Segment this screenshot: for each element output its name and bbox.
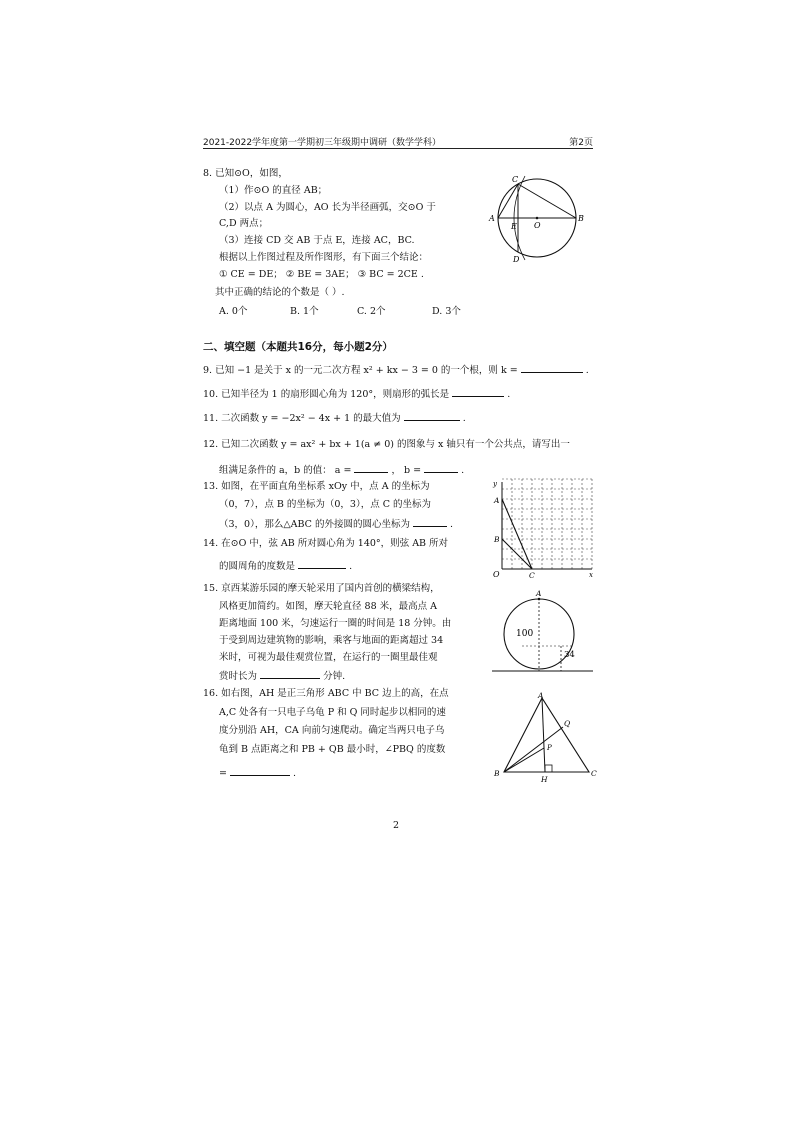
q14-answer-blank[interactable] — [298, 558, 346, 569]
q16-line-5 — [219, 765, 296, 780]
q16-answer-blank[interactable] — [230, 765, 290, 776]
q8-label-a: A — [489, 214, 495, 223]
section-2-title: 二、填空题（本题共16分，每小题2分） — [203, 341, 393, 353]
header-title: 2021-2022学年度第一学期初三年级期中调研（数学学科） — [203, 138, 442, 148]
q8-segment-ac — [498, 184, 518, 218]
q16-line-1: 16. 如右图，AH 是正三角形 ABC 中 BC 边上的高，在点 — [203, 688, 449, 699]
q16-text: = — [219, 768, 227, 779]
q13-grid-figure — [490, 478, 595, 580]
q15-answer-blank[interactable] — [260, 668, 320, 679]
q8-line-2: （1）作⊙O 的直径 AB； — [219, 185, 328, 196]
q8-label-d: D — [513, 255, 520, 264]
q10-answer-blank[interactable] — [452, 386, 504, 397]
q16-label-p: P — [547, 744, 552, 752]
q9 — [203, 362, 589, 377]
q15-line-6 — [219, 668, 345, 683]
q13-label-y: y — [493, 480, 497, 488]
q13-label-c: C — [529, 571, 535, 580]
q8-label-o: O — [534, 221, 541, 230]
q8-label-c: C — [512, 175, 519, 184]
q8-line-6: 根据以上作图过程及所作图形，有下面三个结论： — [219, 252, 429, 263]
q8-circle-figure — [485, 170, 585, 265]
q13-end: . — [450, 519, 454, 530]
q16-label-a: A — [538, 691, 544, 700]
q16-line-4: 龟到 B 点距离之和 PB + QB 最小时，∠PBQ 的度数 — [219, 744, 446, 755]
q12-b-blank[interactable] — [424, 462, 458, 473]
q8-label-b: B — [578, 214, 584, 223]
q16-triangle-figure — [490, 690, 598, 784]
q8-line-3: （2）以点 A 为圆心，AO 长为半径画弧，交⊙O 于 — [219, 202, 436, 213]
q8-line-7: ① CE = DE； ② BE = 3AE； ③ BC = 2CE . — [219, 269, 424, 280]
q8-segment-bc — [518, 184, 576, 218]
q8-option-b: B. 1个 — [290, 306, 319, 317]
q16-line-3: 度分别沿 AH，CA 向前匀速爬动。确定当两只电子乌 — [219, 725, 445, 736]
q14-line-2 — [219, 558, 352, 573]
page-header — [203, 135, 593, 149]
q13-line-1: 13. 如图，在平面直角坐标系 xOy 中，点 A 的坐标为 — [203, 481, 430, 492]
q13-label-x: x — [589, 571, 593, 579]
q15-line-5: 米时，可视为最佳观赏位置，在运行的一圈里最佳观 — [219, 652, 438, 663]
q16-label-q: Q — [564, 719, 571, 728]
q16-segment-bq — [504, 727, 563, 772]
q9-text: 9. 已知 −1 是关于 x 的一元二次方程 x² + kx − 3 = 0 的一个根，则 k = — [203, 365, 518, 376]
q13-text: （3，0），那么△ABC 的外接圆的圆心坐标为 — [219, 519, 410, 530]
q15-label-100: 100 — [516, 629, 534, 639]
q8-line-5: （3）连接 CD 交 AB 于点 E，连接 AC，BC. — [219, 235, 415, 246]
q12-end: . — [461, 465, 465, 476]
q8-line-4: C,D 两点； — [219, 218, 269, 229]
header-rule — [203, 148, 593, 149]
q13-label-o: O — [493, 570, 500, 579]
q15-ferris-wheel-figure — [492, 590, 594, 675]
q8-label-e: E — [511, 222, 517, 231]
q8-line-1: 8. 已知⊙O，如图， — [203, 168, 288, 179]
q12-line-1: 12. 已知二次函数 y = ax² + bx + 1(a ≠ 0) 的图象与 x 轴只有一个公共点，请写出一 — [203, 439, 570, 450]
header-page-label: 第2页 — [569, 138, 593, 148]
q16-label-h: H — [541, 775, 548, 784]
q15-line-1: 15. 京西某游乐园的摩天轮采用了国内首创的横梁结构， — [203, 583, 440, 594]
q14-line-1: 14. 在⊙O 中，弦 AB 所对圆心角为 140°，则弦 AB 所对 — [203, 538, 449, 549]
q15-line-4: 于受到周边建筑物的影响，乘客与地面的距离超过 34 — [219, 635, 444, 646]
q15-label-34: 34 — [564, 650, 575, 660]
q13-triangle-abc — [502, 499, 532, 569]
q9-answer-blank[interactable] — [521, 362, 583, 373]
q13-label-a: A — [494, 496, 500, 505]
q15-text: 赏时长为 — [219, 671, 258, 682]
q15-label-a: A — [536, 590, 542, 598]
q11-text: 11. 二次函数 y = −2x² − 4x + 1 的最大值为 — [203, 413, 401, 424]
q8-option-d: D. 3个 — [432, 306, 461, 317]
q12-a-blank[interactable] — [354, 462, 388, 473]
q11-answer-blank[interactable] — [404, 410, 460, 421]
q16-line-2: A,C 处各有一只电子乌龟 P 和 Q 同时起步以相同的速 — [219, 707, 446, 718]
q12-line-2 — [219, 462, 464, 477]
q14-end: . — [349, 561, 353, 572]
q8-option-a: A. 0个 — [219, 306, 248, 317]
q8-center-dot — [536, 217, 539, 220]
page-number: 2 — [393, 820, 400, 831]
q16-label-b: B — [494, 769, 500, 778]
q16-right-angle-mark — [545, 765, 552, 772]
q11 — [203, 410, 466, 425]
q15-top-point — [538, 598, 541, 601]
q8-line-8: 其中正确的结论的个数是（ ）. — [215, 287, 345, 298]
q10-end: . — [507, 389, 511, 400]
q14-text: 的圆周角的度数是 — [219, 561, 296, 572]
q10 — [203, 386, 510, 401]
q8-option-c: C. 2个 — [357, 306, 386, 317]
q16-label-c: C — [591, 769, 597, 778]
q15-line-2: 风格更加简约。如图，摩天轮直径 88 米，最高点 A — [219, 601, 438, 612]
q12-a-label: 组满足条件的 a，b 的值： a = — [219, 465, 352, 476]
q13-label-b: B — [494, 535, 500, 544]
q16-altitude-ah — [542, 698, 545, 772]
q16-end: . — [293, 768, 297, 779]
q13-answer-blank[interactable] — [413, 516, 447, 527]
q15-line-3: 距离地面 100 米，匀速运行一圈的时间是 18 分钟。由 — [219, 618, 452, 629]
q16-triangle-abc — [504, 698, 589, 772]
q9-end: . — [585, 365, 589, 376]
q10-text: 10. 已知半径为 1 的扇形圆心角为 120°，则扇形的弧长是 — [203, 389, 450, 400]
q12-b-label: ， b = — [391, 465, 422, 476]
q11-end: . — [462, 413, 466, 424]
q15-end: 分钟. — [323, 671, 346, 682]
q13-line-2: （0，7），点 B 的坐标为（0，3），点 C 的坐标为 — [219, 499, 432, 510]
q13-line-3 — [219, 516, 453, 531]
